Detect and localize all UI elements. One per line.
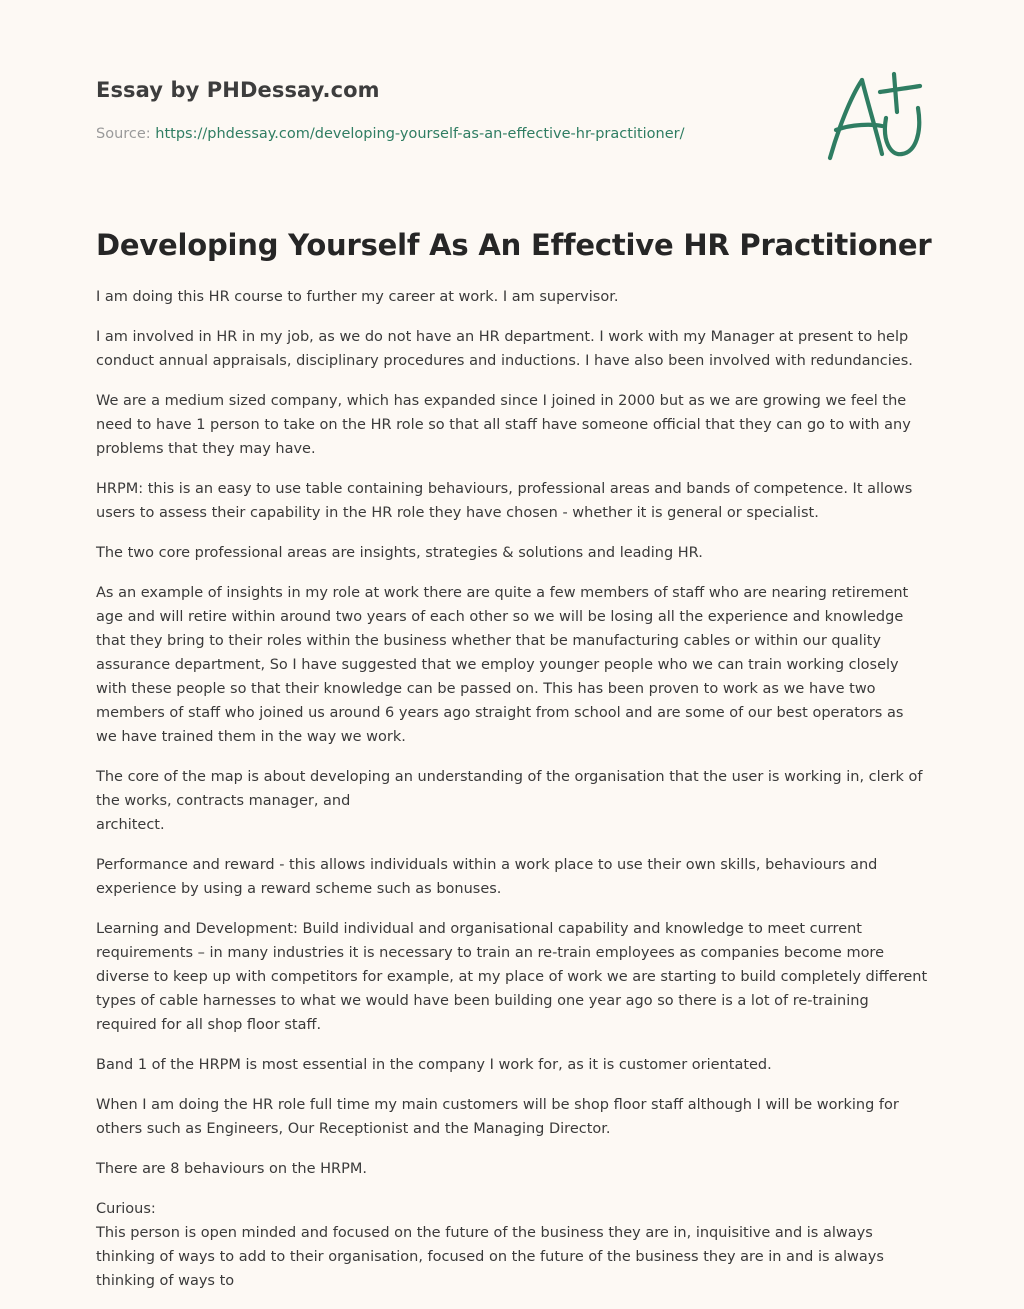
essay-paragraph: As an example of insights in my role at work there are quite a few members of staff who are nearing retirement age and will retire within around two years of each other so we will be losing all the experience and knowledge that they bring to their roles within the business whether that be manufacturing cables or within our quality assurance department, So I have suggested that we employ younger people who we can train working closely with these people so that their knowledge can be passed on. This has been proven to work as we have two members of staff who joined us around 6 years ago straight from school and are some of our best operators as we have trained them in the way we work. <box>96 585 909 745</box>
source-link[interactable]: https://phdessay.com/developing-yourself-as-an-effective-hr-practitioner/ <box>155 126 685 142</box>
essay-paragraph: There are 8 behaviours on the HRPM. <box>96 1161 367 1177</box>
essay-paragraph: Performance and reward - this allows individuals within a work place to use their own skills, behaviours and experience by using a reward scheme such as bonuses. <box>96 857 878 897</box>
source-label: Source: <box>96 126 156 142</box>
essay-paragraph: HRPM: this is an easy to use table containing behaviours, professional areas and bands of competence. It allows users to assess their capability in the HR role they have chosen - whether it is general or specialist. <box>96 481 913 521</box>
essay-body <box>96 285 928 1309</box>
page-header <box>96 76 796 144</box>
essay-paragraph: When I am doing the HR role full time my main customers will be shop floor staff although I will be working for others such as Engineers, Our Receptionist and the Managing Director. <box>96 1097 899 1137</box>
essay-paragraph: Learning and Development: Build individual and organisational capability and knowledge to meet current requirements – in many industries it is necessary to train an re-train employees as companies become more diverse to keep up with competitors for example, at my place of work we are starting to build completely different types of cable harnesses to what we would have been building one year ago so there is a lot of re-training required for all shop floor staff. <box>96 921 928 1033</box>
essay-title: Developing Yourself As An Effective HR Practitioner <box>96 228 932 262</box>
source-line <box>96 124 796 144</box>
essay-paragraph: Curious: This person is open minded and focused on the future of the business they are in, inquisitive and is always thinking of ways to add to their organisation, focused on the future of the business they are in and is always thinking of ways to <box>96 1201 884 1289</box>
a-plus-grade-logo-icon <box>822 68 928 164</box>
site-brand: Essay by PHDessay.com <box>96 78 380 102</box>
essay-paragraph: I am involved in HR in my job, as we do not have an HR department. I work with my Manager at present to help conduct annual appraisals, disciplinary procedures and inductions. I have also been involved with redundancies. <box>96 329 913 369</box>
essay-paragraph: The core of the map is about developing an understanding of the organisation that the user is working in, clerk of the works, contracts manager, and architect. <box>96 769 923 833</box>
essay-paragraph: Band 1 of the HRPM is most essential in the company I work for, as it is customer orientated. <box>96 1057 772 1073</box>
essay-paragraph: I am doing this HR course to further my career at work. I am supervisor. <box>96 289 619 305</box>
essay-paragraph: We are a medium sized company, which has expanded since I joined in 2000 but as we are growing we feel the need to have 1 person to take on the HR role so that all staff have someone official that they can go to with any problems that they may have. <box>96 393 911 457</box>
essay-paragraph: The two core professional areas are insights, strategies & solutions and leading HR. <box>96 545 703 561</box>
